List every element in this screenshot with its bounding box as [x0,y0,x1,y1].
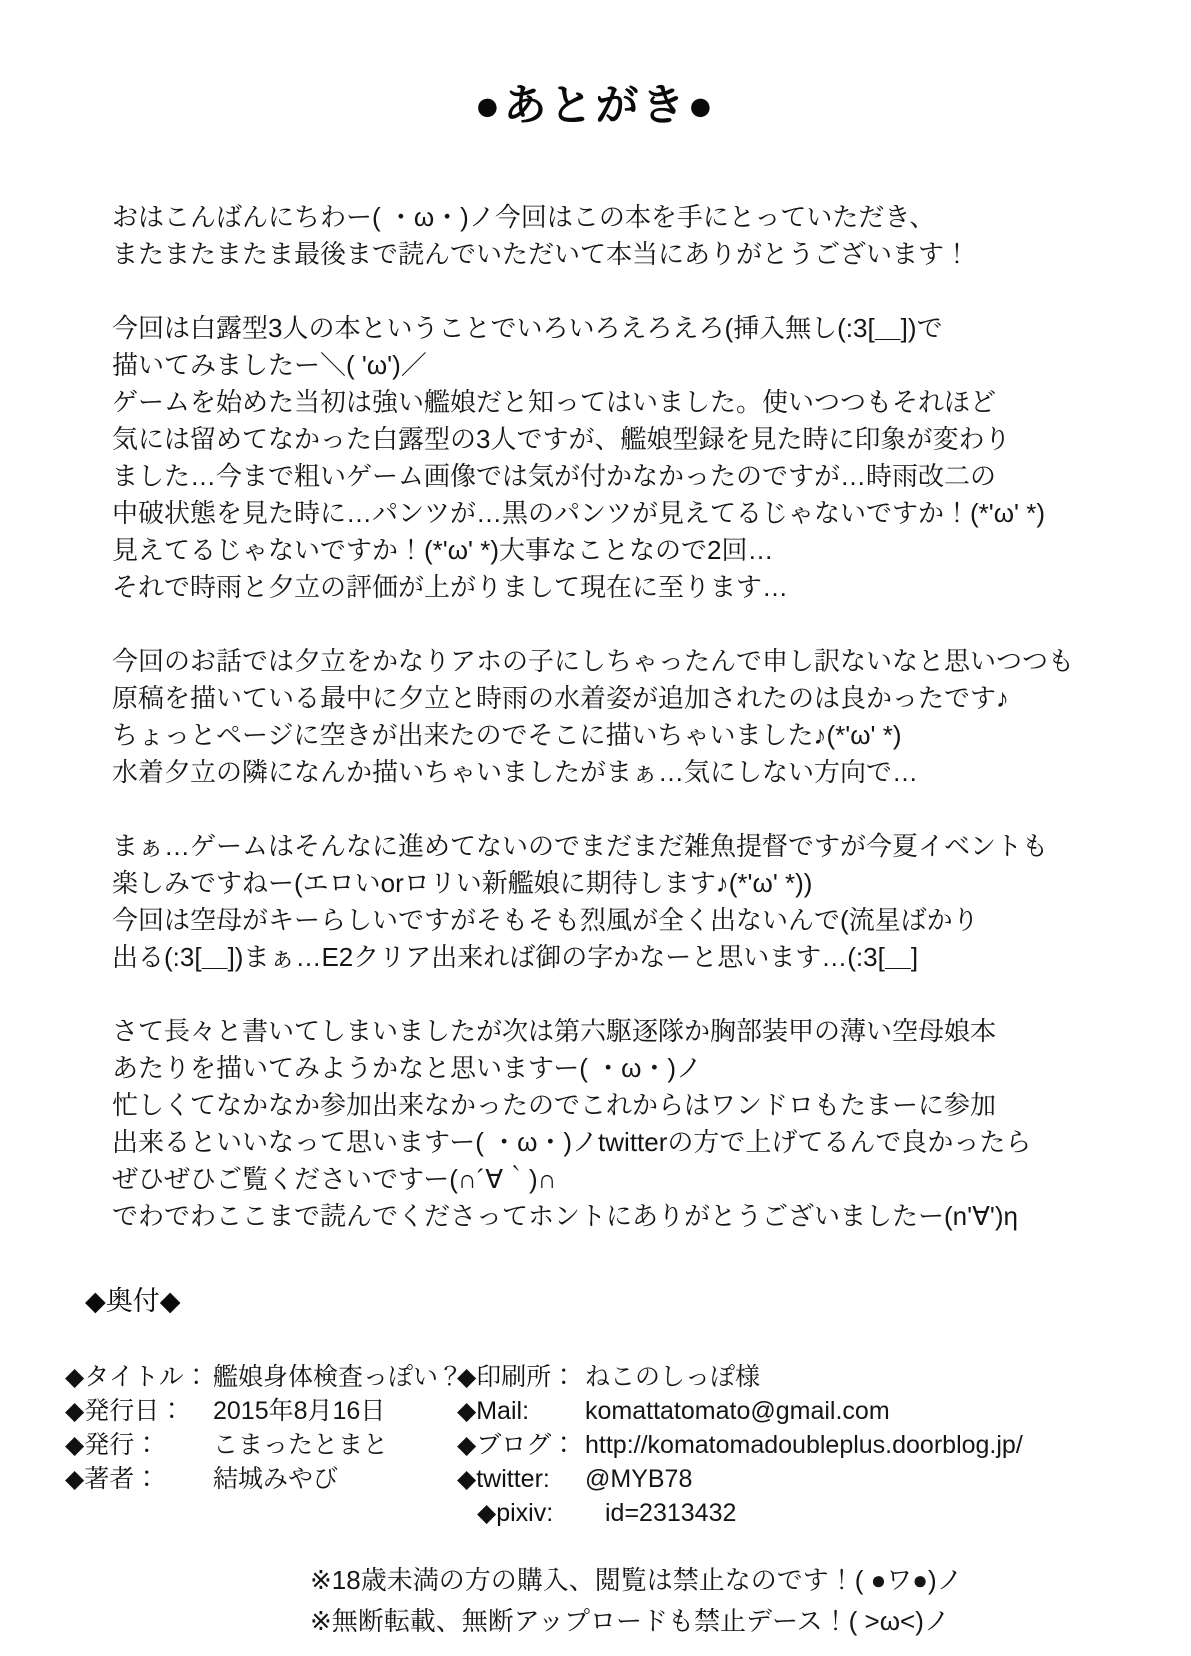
colophon-label: ◆pixiv: [477,1499,554,1527]
text-line: 今回は白露型3人の本ということでいろいろえろえろ(挿入無し(:3[＿])で [112,313,943,343]
text-line: 見えてるじゃないですか！(*'ω' *)大事なことなので2回… [112,535,774,565]
text-line: おはこんばんにちわー( ・ω・)ノ今回はこの本を手にとっていただき、 [112,202,936,232]
colophon-row [65,1428,457,1462]
colophon-label: ◆Mail: [457,1397,530,1425]
colophon-heading: ◆奥付◆ [85,1286,181,1316]
text-line: 今回のお話では夕立をかなりアホの子にしちゃったんで申し訳ないなと思いつつも [112,646,1075,676]
text-line: 気には留めてなかった白露型の3人ですが、艦娘型録を見た時に印象が変わり [112,424,1011,454]
paragraph-closing [112,1013,1151,1235]
paragraph-shiratsuyu-class [112,310,1151,606]
colophon-value: id=2313432 [605,1499,737,1527]
text-line: 水着夕立の隣になんか描いちゃいましたがまぁ…気にしない方向で… [112,757,919,787]
colophon-value: 艦娘身体検査っぽい？ [213,1363,464,1391]
colophon-label: ◆印刷所： [457,1363,577,1391]
colophon-value: komattatomato@gmail.com [585,1397,890,1425]
text-line: ちょっとページに空きが出来たのでそこに描いちゃいました♪(*'ω' *) [112,720,902,750]
colophon [65,1360,1191,1530]
text-line: さて長々と書いてしまいましたが次は第六駆逐隊か胸部装甲の薄い空母娘本 [112,1016,997,1046]
colophon-label: ◆発行： [65,1431,160,1459]
text-line: ぜひぜひご覧くださいですー(∩´∀｀)∩ [112,1164,557,1194]
colophon-value: ねこのしっぽ様 [585,1363,761,1391]
colophon-value: 結城みやび [213,1465,339,1493]
page-title: ●あとがき● [474,82,717,130]
text-line: まぁ…ゲームはそんなに進めてないのでまだまだ雑魚提督ですが今夏イベントも [112,831,1049,861]
colophon-label: ◆タイトル： [65,1363,209,1391]
text-line: ました…今まで粗いゲーム画像では気が付かなかったのですが…時雨改二の [112,461,997,491]
paragraph-story-notes [112,643,1151,791]
notice-line: ※18歳未満の方の購入、閲覧は禁止なのです！( ●ワ●)ノ [310,1565,963,1595]
footer-notices [310,1560,1191,1642]
colophon-value: http://komatomadoubleplus.doorblog.jp/ [585,1431,1023,1459]
colophon-row [457,1394,1191,1428]
colophon-label: ◆著者： [65,1465,160,1493]
text-line: 出来るといいなって思いますー( ・ω・)ノtwitterの方で上げてるんで良かったら [112,1127,1032,1157]
colophon-label: ◆ブログ： [457,1431,577,1459]
colophon-right-column [457,1360,1191,1530]
colophon-value: 2015年8月16日 [213,1397,386,1425]
text-line: 原稿を描いている最中に夕立と時雨の水着姿が追加されたのは良かったです♪ [112,683,1010,713]
text-line: またまたまたま最後まで読んでいただいて本当にありがとうございます！ [112,239,971,269]
paragraph-greeting [112,199,1151,273]
colophon-row [457,1360,1191,1394]
colophon-label: ◆twitter: [457,1465,550,1493]
colophon-value: こまったとまと [213,1431,389,1459]
text-line: 中破状態を見た時に…パンツが…黒のパンツが見えてるじゃないですか！(*'ω' *) [112,498,1046,528]
text-line: 出る(:3[＿])まぁ…E2クリア出来れば御の字かなーと思います…(:3[＿] [112,942,919,972]
text-line: でわでわここまで読んでくださってホントにありがとうございましたー(n'∀')η [112,1201,1018,1231]
colophon-row [477,1496,1191,1530]
paragraph-game-progress [112,828,1151,976]
colophon-row [457,1428,1191,1462]
text-line: 忙しくてなかなか参加出来なかったのでこれからはワンドロもたまーに参加 [112,1090,997,1120]
text-line: 今回は空母がキーらしいですがそもそも烈風が全く出ないんで(流星ばかり [112,905,979,935]
colophon-row [65,1462,457,1496]
notice-line: ※無断転載、無断アップロードも禁止デース！( >ω<)ノ [310,1606,950,1636]
colophon-value: @MYB78 [585,1465,693,1493]
colophon-left-column [65,1360,464,1496]
colophon-row [65,1394,457,1428]
text-line: 楽しみですねー(エロいorロリい新艦娘に期待します♪(*'ω' *)) [112,868,813,898]
afterword-body [112,199,1151,1235]
text-line: ゲームを始めた当初は強い艦娘だと知ってはいました。使いつつもそれほど [112,387,997,417]
text-line: それで時雨と夕立の評価が上がりまして現在に至ります… [112,572,789,602]
colophon-row [457,1462,1191,1496]
text-line: 描いてみましたー＼( 'ω')／ [112,350,427,380]
text-line: あたりを描いてみようかなと思いますー( ・ω・)ノ [112,1053,703,1083]
colophon-row [65,1360,464,1394]
colophon-label: ◆発行日： [65,1397,185,1425]
